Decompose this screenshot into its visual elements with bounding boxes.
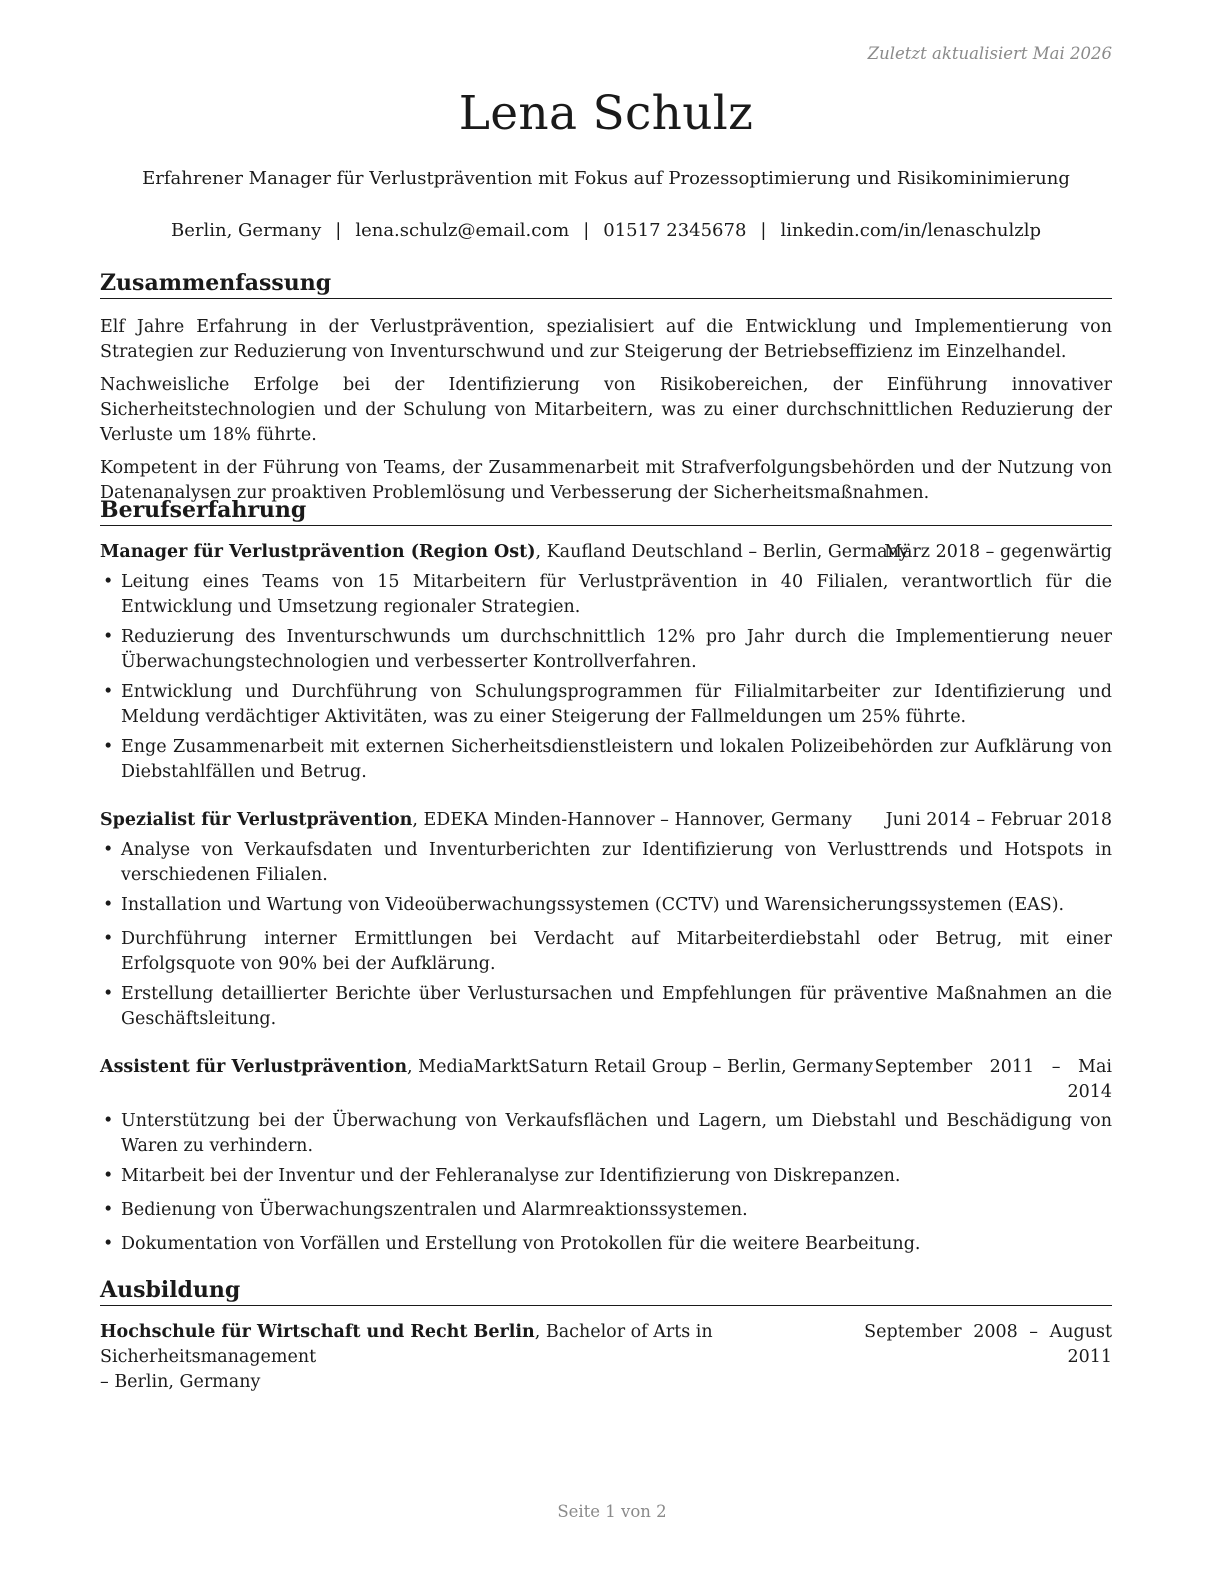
job-dates-line: 2014: [1067, 1082, 1112, 1102]
job-header: [100, 540, 1112, 565]
education-dates-line: September 2008 – August: [864, 1322, 1112, 1342]
bullet-icon: •: [103, 1200, 114, 1220]
job-dates: März 2018 – gegenwärtig: [884, 542, 1112, 562]
job-dates-line: September 2011 – Mai: [874, 1057, 1112, 1077]
education-dates: [864, 1320, 1112, 1370]
section-title-summary: Zusammenfassung: [100, 270, 1112, 299]
job-bullets: [100, 1109, 1112, 1257]
job-company: , Kaufland Deutschland – Berlin, Germany: [535, 542, 909, 562]
job-header: [100, 808, 1112, 833]
education-location: – Berlin, Germany: [100, 1372, 261, 1392]
bullet-text: Installation und Wartung von Videoüberwachungssystemen (CCTV) und Warensicherungssystemen (EAS).: [121, 895, 1065, 915]
last-updated: Zuletzt aktualisiert Mai 2026: [867, 44, 1112, 63]
list-item: [100, 680, 1112, 730]
bullet-icon: •: [103, 682, 114, 702]
summary-paragraph: Nachweisliche Erfolge bei der Identifizierung von Risikobereichen, der Einführung innovativer Sicherheitstechnologien und der Schulung von Mitarbeitern, was zu einer durchschnittlichen Reduzierung der Verluste um 18% führte.: [100, 375, 1112, 445]
contact-email[interactable]: lena.schulz@email.com: [355, 220, 570, 241]
summary-section: [100, 270, 1112, 506]
job-dates: [875, 1055, 1112, 1105]
job-company: , EDEKA Minden-Hannover – Hannover, Germany: [412, 810, 852, 830]
list-item: [100, 838, 1112, 888]
job-title: Spezialist für Verlustprävention: [100, 810, 413, 830]
education-info: [100, 1320, 890, 1395]
summary-paragraph: Kompetent in der Führung von Teams, der Zusammenarbeit mit Strafverfolgungsbehörden und der Nutzung von Datenanalysen zur proaktiven Problemlösung und Verbesserung der Sicherheitsmaßnahmen.: [100, 458, 1112, 503]
bullet-text: Mitarbeit bei der Inventur und der Fehleranalyse zur Identifizierung von Diskrepanzen.: [121, 1166, 901, 1186]
list-item: [100, 982, 1112, 1032]
bullet-icon: •: [103, 984, 114, 1004]
contact-separator: |: [760, 220, 767, 241]
education-dates-line: 2011: [1067, 1347, 1112, 1367]
bullet-icon: •: [103, 1166, 114, 1186]
bullet-icon: •: [103, 737, 114, 757]
section-title-education: Ausbildung: [100, 1277, 1112, 1306]
job-entry: [100, 808, 1112, 1032]
contact-separator: |: [583, 220, 590, 241]
list-item: [100, 570, 1112, 620]
list-item: [100, 735, 1112, 785]
list-item: [100, 1109, 1112, 1159]
job-dates: Juni 2014 – Februar 2018: [885, 810, 1112, 830]
bullet-text: Unterstützung bei der Überwachung von Verkaufsflächen und Lagern, um Diebstahl und Beschädigung von Waren zu verhindern.: [121, 1111, 1112, 1156]
bullet-text: Erstellung detaillierter Berichte über Verlustursachen und Empfehlungen für präventive Maßnahmen an die Geschäftsleitung.: [121, 984, 1112, 1029]
list-item: [100, 893, 1112, 918]
tagline: Erfahrener Manager für Verlustprävention mit Fokus auf Prozessoptimierung und Risikominimierung: [142, 168, 1070, 189]
job-title: Assistent für Verlustprävention: [100, 1057, 408, 1077]
bullet-icon: •: [103, 895, 114, 915]
bullet-icon: •: [103, 840, 114, 860]
list-item: [100, 625, 1112, 675]
job-bullets: [100, 570, 1112, 785]
contact-location: Berlin, Germany: [171, 220, 322, 241]
list-item: [100, 927, 1112, 977]
job-entry: [100, 540, 1112, 785]
job-header: [100, 1055, 1112, 1105]
list-item: [100, 1232, 1112, 1257]
candidate-name: Lena Schulz: [458, 86, 754, 141]
bullet-icon: •: [103, 1234, 114, 1254]
section-title-experience: Berufserfahrung: [100, 497, 1112, 526]
list-item: [100, 1198, 1112, 1223]
education-entry: [100, 1320, 1112, 1395]
bullet-text: Bedienung von Überwachungszentralen und Alarmreaktionssystemen.: [121, 1200, 748, 1220]
bullet-text: Durchführung interner Ermittlungen bei Verdacht auf Mitarbeiterdiebstahl oder Betrug, mit einer Erfolgsquote von 90% bei der Aufklärung.: [121, 929, 1112, 974]
contact-separator: |: [335, 220, 342, 241]
bullet-icon: •: [103, 627, 114, 647]
bullet-text: Enge Zusammenarbeit mit externen Sicherheitsdienstleistern und lokalen Polizeibehörden zur Aufklärung von Diebstahlfällen und Betrug.: [121, 737, 1112, 782]
job-company: , MediaMarktSaturn Retail Group – Berlin, Germany: [407, 1057, 874, 1077]
bullet-icon: •: [103, 572, 114, 592]
bullet-icon: •: [103, 1111, 114, 1131]
contact-line: [100, 220, 1112, 241]
job-bullets: [100, 838, 1112, 1032]
contact-linkedin[interactable]: linkedin.com/in/lenaschulzlp: [780, 220, 1041, 241]
summary-paragraph: Elf Jahre Erfahrung in der Verlustprävention, spezialisiert auf die Entwicklung und Implementierung von Strategien zur Reduzierung von Inventurschwund und zur Steigerung der Betriebseffizienz im Einzelhandel.: [100, 317, 1112, 362]
contact-phone: 01517 2345678: [603, 220, 747, 241]
bullet-text: Entwicklung und Durchführung von Schulungsprogrammen für Filialmitarbeiter zur Identifizierung und Meldung verdächtiger Aktivitäten, was zu einer Steigerung der Fallmeldungen um 25% führte.: [121, 682, 1112, 727]
bullet-icon: •: [103, 929, 114, 949]
education-school: Hochschule für Wirtschaft und Recht Berlin: [100, 1322, 535, 1342]
list-item: [100, 1164, 1112, 1189]
page-number: Seite 1 von 2: [557, 1502, 667, 1521]
experience-section: [100, 497, 1112, 1257]
bullet-text: Reduzierung des Inventurschwunds um durchschnittlich 12% pro Jahr durch die Implementierung neuer Überwachungstechnologien und verbesserter Kontrollverfahren.: [121, 627, 1112, 672]
bullet-text: Leitung eines Teams von 15 Mitarbeitern für Verlustprävention in 40 Filialen, verantwortlich für die Entwicklung und Umsetzung regionaler Strategien.: [121, 572, 1112, 617]
bullet-text: Dokumentation von Vorfällen und Erstellung von Protokollen für die weitere Bearbeitung.: [121, 1234, 921, 1254]
education-degree: , Bachelor of Arts in Sicherheitsmanagement: [100, 1322, 713, 1367]
education-section: [100, 1277, 1112, 1395]
bullet-text: Analyse von Verkaufsdaten und Inventurberichten zur Identifizierung von Verlusttrends und Hotspots in verschiedenen Filialen.: [121, 840, 1112, 885]
job-entry: [100, 1055, 1112, 1257]
job-title: Manager für Verlustprävention (Region Ost): [100, 542, 536, 562]
